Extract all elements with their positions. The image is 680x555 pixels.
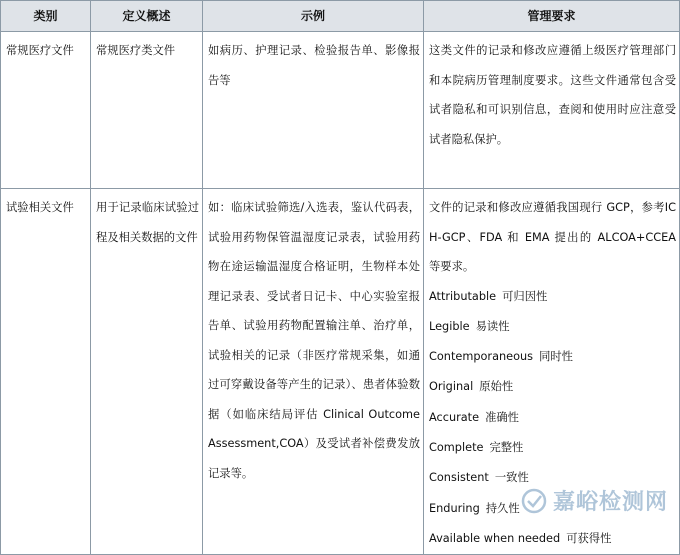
cell-category: 常规医疗文件 [1, 32, 91, 189]
criterion-en: Enduring [429, 501, 480, 515]
header-category: 类别 [1, 1, 91, 32]
cell-example: 如：临床试验筛选/入选表，鉴认代码表，试验用药物保管温湿度记录表，试验用药物在途运输温湿度合格证明，生物样本处理记录表、受试者日记卡、中心实验室报告单、试验用药物配置输注单、治疗单，试验相关的记录（非医疗常规采集，如通过可穿戴设备等产生的记录）、患者体验数据（如临床结局评估 Clinical Outcome Assessment,COA）及受试者补偿费发放记录等。 [203, 189, 424, 555]
criterion-cn: 原始性 [479, 380, 514, 394]
criterion-en: Original [429, 380, 474, 394]
criterion-cn: 完整性 [489, 440, 524, 454]
list-item [429, 524, 676, 554]
requirement-intro: 文件的记录和修改应遵循我国现行 GCP，参考ICH-GCP、FDA 和 EMA 提出的 ALCOA+CCEA 等要求。 [429, 201, 676, 273]
criterion-en: Accurate [429, 410, 480, 424]
watermark-text: 嘉峪检测网 [552, 490, 668, 515]
cell-requirement [424, 189, 680, 555]
list-item [429, 342, 676, 372]
table-row [1, 32, 680, 189]
criterion-cn: 准确性 [485, 410, 519, 424]
list-item [429, 494, 676, 524]
criterion-en: Complete [429, 440, 484, 454]
cell-requirement: 这类文件的记录和修改应遵循上级医疗管理部门和本院病历管理制度要求。这些文件通常包含受试者隐私和可识别信息，查阅和使用时应注意受试者隐私保护。 [424, 32, 680, 189]
list-item [429, 403, 676, 433]
list-item [429, 282, 676, 312]
table-row [1, 189, 680, 555]
cell-example: 如病历、护理记录、检验报告单、影像报告等 [203, 32, 424, 189]
list-item [429, 463, 676, 493]
criterion-cn: 可获得性 [566, 531, 612, 545]
list-item [429, 372, 676, 402]
alcoa-criteria-list [429, 282, 676, 555]
table-header-row [1, 1, 680, 32]
criterion-en: Consistent [429, 471, 489, 485]
criterion-cn: 易读性 [475, 319, 510, 333]
cell-definition: 常规医疗类文件 [91, 32, 203, 189]
header-requirement: 管理要求 [424, 1, 680, 32]
header-example: 示例 [203, 1, 424, 32]
list-item [429, 433, 676, 463]
criterion-cn: 可归因性 [502, 289, 548, 303]
cell-definition: 用于记录临床试验过程及相关数据的文件 [91, 189, 203, 555]
criterion-en: Legible [429, 319, 470, 333]
cell-category: 试验相关文件 [1, 189, 91, 555]
header-definition: 定义概述 [91, 1, 203, 32]
criterion-en: Available when needed [429, 531, 561, 545]
criterion-cn: 同时性 [539, 350, 573, 364]
list-item [429, 312, 676, 342]
criterion-en: Contemporaneous [429, 350, 534, 364]
criterion-en: Attributable [429, 289, 497, 303]
criterion-cn: 持久性 [485, 501, 520, 515]
criterion-cn: 一致性 [494, 471, 529, 485]
